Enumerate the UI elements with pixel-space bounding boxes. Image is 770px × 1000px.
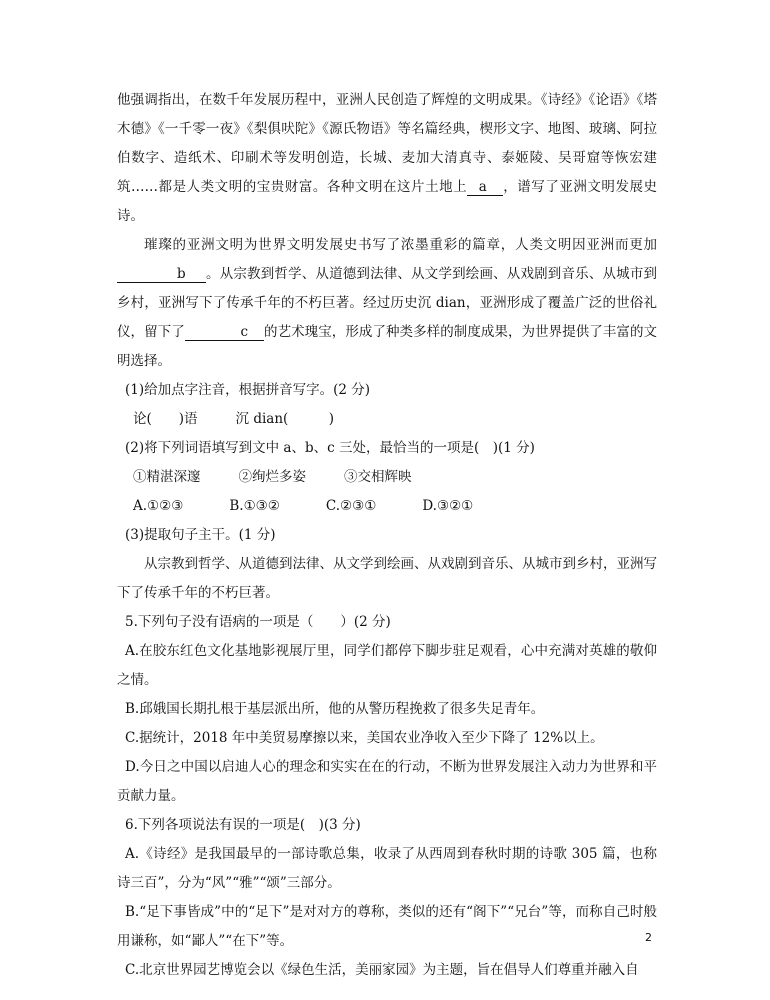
q1-item: 论( )语 [133, 411, 198, 427]
question-5-option-d: D.今日之中国以启迪人心的理念和实实在在的行动，不断为世界发展注入动力为世界和平贡献力量。 [117, 759, 657, 804]
passage-paragraph-2 [117, 231, 657, 376]
passage-text: 的艺术瑰宝，形成了种类多样的制度成果，为世界提供了丰富的文明选择。 [117, 324, 658, 369]
q2-option: C.②③① [325, 498, 377, 514]
question-6-option-a: A.《诗经》是我国最早的一部诗歌总集，收录了从西周到春秋时期的诗歌 305 篇，也称诗三百”，分为“风”“雅”“颂”三部分。 [117, 846, 657, 891]
q2-word: ②绚烂多姿 [238, 469, 306, 485]
question-6-title: 6.下列各项说法有误的一项是( )(3 分) [125, 817, 361, 833]
question-5-option-b: B.邱娥国长期扎根于基层派出所，他的从警历程挽救了很多失足青年。 [125, 701, 545, 717]
blank-c: c [185, 324, 264, 341]
q2-option: D.③②① [422, 498, 474, 514]
question-5-title: 5.下列句子没有语病的一项是（ ）(2 分) [125, 614, 391, 630]
question-2-options [117, 492, 657, 521]
passage-text: 璀璨的亚洲文明为世界文明发展史书写了浓墨重彩的篇章，人类文明因亚洲而更加 [144, 237, 657, 253]
q2-option: B.①③② [229, 498, 280, 514]
page-number: 2 [645, 931, 652, 944]
question-2-words [117, 463, 657, 492]
passage-text: ，谱写了亚洲文明发展史诗。 [117, 179, 658, 224]
question-5-option-c: C.据统计，2018 年中美贸易摩擦以来，美国农业净收入至少下降了 12%以上。 [125, 730, 604, 746]
passage-paragraph-1 [117, 86, 657, 231]
question-2-title: (2)将下列词语填写到文中 a、b、c 三处，最恰当的一项是( )(1 分) [125, 440, 535, 456]
passage-text: 他强调指出，在数千年发展历程中，亚洲人民创造了辉煌的文明成果。《诗经》《论语》《塔木德》《一千零一夜》《梨俱吠陀》《源氏物语》等名篇经典，楔形文字、地图、玻璃、阿拉伯数字、造纸术、印刷术等发明创造，长城、麦加大清真寺、泰姬陵、吴哥窟等恢宏建筑……都是人类文明的宝贵财富。各种文明在这片土地上 [117, 92, 657, 195]
q2-option: A.①②③ [133, 498, 184, 514]
blank-a: a [467, 179, 503, 196]
q2-word: ①精湛深邃 [133, 469, 201, 485]
question-1-items [117, 405, 657, 434]
document-content [117, 86, 657, 985]
q1-item: 沉 dian( ) [235, 411, 335, 427]
passage-text: 。从宗教到哲学、从道德到法律、从文学到绘画、从戏剧到音乐、从城市到乡村，亚洲写下了传承千年的不朽巨著。经过历史沉 dian，亚洲形成了覆盖广泛的世俗礼仪，留下了 [117, 266, 657, 340]
q2-word: ③交相辉映 [344, 469, 412, 485]
question-6-option-c: C.北京世界园艺博览会以《绿色生活，美丽家园》为主题，旨在倡导人们尊重并融入自 [125, 962, 639, 978]
question-3-title: (3)提取句子主干。(1 分) [125, 527, 276, 543]
question-3-sentence: 从宗教到哲学、从道德到法律、从文学到绘画、从戏剧到音乐、从城市到乡村，亚洲写下了传承千年的不朽巨著。 [117, 556, 657, 601]
question-6-option-b: B.“足下事皆成”中的“足下”是对对方的尊称，类似的还有“阁下”“兄台”等，而称自己时般用谦称，如“鄙人”“在下”等。 [117, 904, 657, 949]
blank-b: b [117, 266, 206, 283]
question-5-option-a: A.在胶东红色文化基地影视展厅里，同学们都停下脚步驻足观看，心中充满对英雄的敬仰之情。 [117, 643, 657, 688]
question-1-title: (1)给加点字注音，根据拼音写字。(2 分) [125, 382, 371, 398]
